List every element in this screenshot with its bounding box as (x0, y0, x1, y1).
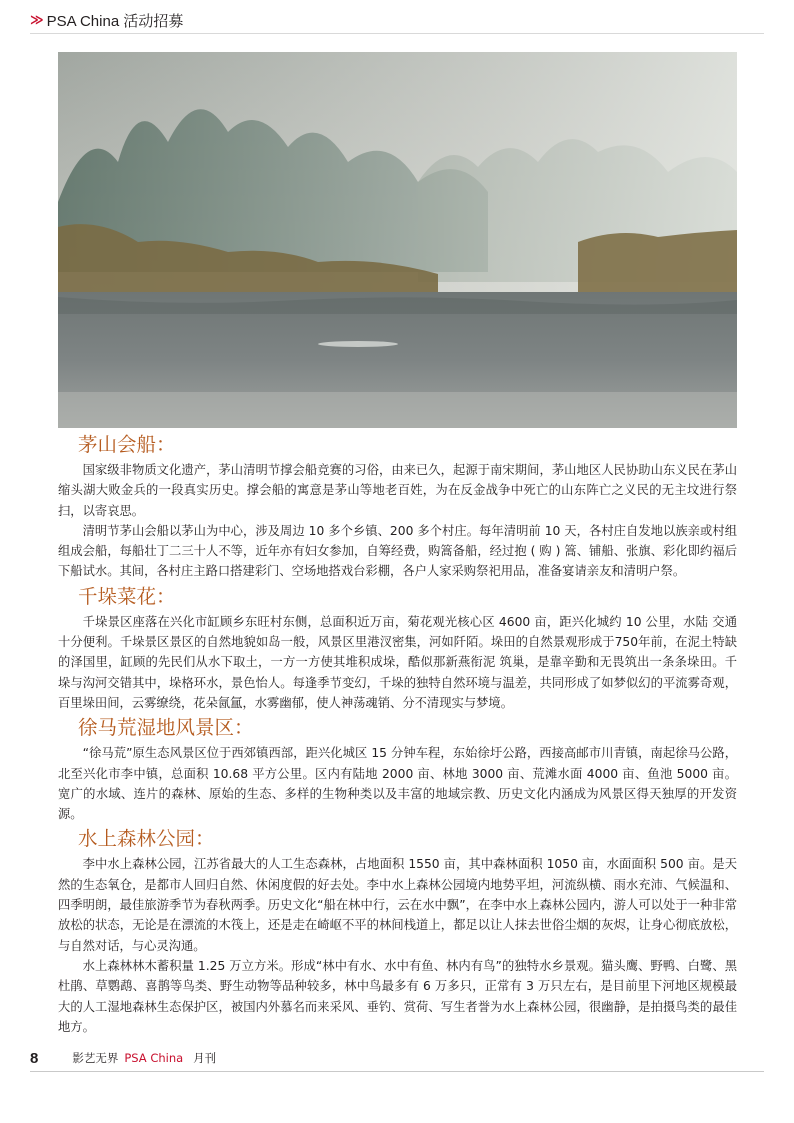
page-header (30, 8, 183, 32)
paragraph: 千垛景区座落在兴化市缸顾乡东旺村东侧，总面积近万亩，菊花观光核心区 4600 亩，距兴化城约 10 公里，水陆 交通十分便利。千垛景区景区的自然地貌如岛一般，风景区里港汊密集，河如阡陌。垛田的自然景观形成于750年前，在泥土特缺的泽国里，缸顾的先民们从水下取土，一方一方使其堆积成垛，酷似那新燕衔泥 筑巢，是靠辛勤和无畏筑出一条条垛田。千垛与沟河交错其中，垛格环水，景色怡人。每逢季节变幻，千垛的独特自然环境与温差，共同形成了如梦似幻的平流雾奇观，百里垛田间，云雾缭绕，花朵氤氲，水雾幽郁，使人神荡魂销、分不清现实与梦境。 (58, 614, 737, 710)
paragraph: 国家级非物质文化遗产，茅山清明节撑会船竞赛的习俗，由来已久，起源于南宋期间，茅山地区人民协助山东义民在茅山缩头湖大败金兵的一段真实历史。撑会船的寓意是茅山等地老百姓，为在反金战争中死亡的山东阵亡之义民的无主坟进行祭扫，以寄哀思。 (58, 463, 737, 518)
header-divider (30, 33, 764, 34)
section-forest-park (58, 824, 737, 1037)
paragraph: 水上森林林木蓄积量 1.25 万立方米。形成“林中有水、水中有鱼、林内有鸟”的独特水乡景观。猫头鹰、野鸭、白鹭、黑杜鹃、草鹦鹉、喜鹊等鸟类、野生动物等品种较多，林中鸟最多有 6 万多只，正常有 3 万只左右，是目前里下河地区规模最大的人工湿地森林生态保护区，被国内外慕名而来采风、垂钓、赏荷、写生者誉为水上森林公园，很幽静，是拍摄鸟类的最佳地方。 (58, 958, 737, 1034)
misty-lake-photo (58, 52, 737, 428)
section-heading: 千垛菜花： (78, 584, 176, 608)
brand-name: PSA China (124, 1051, 184, 1065)
misty-lake-photo-icon (58, 52, 737, 428)
section-heading: 水上森林公园： (78, 827, 215, 851)
section-maoshan (58, 430, 737, 582)
issue-type: 月刊 (193, 1051, 217, 1065)
page-footer (30, 1047, 216, 1069)
section-xumahuang (58, 713, 737, 824)
magazine-name: 影艺无界 (72, 1051, 119, 1065)
page-number: 8 (30, 1049, 39, 1067)
header-title: PSA China 活动招募 (46, 12, 184, 30)
section-heading: 茅山会船： (78, 433, 176, 456)
section-heading: 徐马荒湿地风景区： (78, 716, 254, 740)
paragraph: 清明节茅山会船以茅山为中心，涉及周边 10 多个乡镇、200 多个村庄。每年清明前 10 天，各村庄自发地以族亲或村组组成会船，每船壮丁二三十人不等，近年亦有妇女参加，自筹经费，购篙备船，经过抱 ( 购 ) 篙、铺船、张旗、彩化即约福后下船试水。其间，各村庄主路口搭建彩门、空场地搭戏台彩棚，各户人家采购祭祀用品，准备宴请亲友和清明户祭。 (58, 523, 737, 579)
footer-divider (30, 1071, 764, 1072)
paragraph: 李中水上森林公园，江苏省最大的人工生态森林，占地面积 1550 亩，其中森林面积 1050 亩，水面面积 500 亩。是天然的生态氧仓，是都市人回归自然、休闲度假的好去处。李中水上森林公园境内地势平坦，河流纵横、雨水充沛、气候温和、四季明朗，最佳旅游季节为春秋两季。历史文化“船在林中行，云在水中飘”，在李中水上森林公园内，游人可以处于一种非常放松的状态，无论是在漂流的木筏上，还是走在崎岖不平的林间栈道上，都足以让人抹去世俗尘烟的灰烬，让身心彻底放松，与自然对话，与心灵沟通。 (58, 857, 737, 953)
article-body (58, 430, 737, 1037)
double-chevron-icon: ≫ (30, 12, 41, 28)
section-qianduo (58, 582, 737, 713)
paragraph: “徐马荒”原生态风景区位于西郊镇西部，距兴化城区 15 分钟车程，东始徐圩公路，西接高邮市川青镇，南起徐马公路，北至兴化市李中镇，总面积 10.68 平方公里。区内有陆地 2000 亩、林地 3000 亩、荒滩水面 4000 亩、鱼池 5000 亩。宽广的水域、连片的森林、原始的生态、多样的生物种类以及丰富的地域宗教、历史文化内涵成为风景区得天独厚的开发资源。 (58, 746, 737, 822)
